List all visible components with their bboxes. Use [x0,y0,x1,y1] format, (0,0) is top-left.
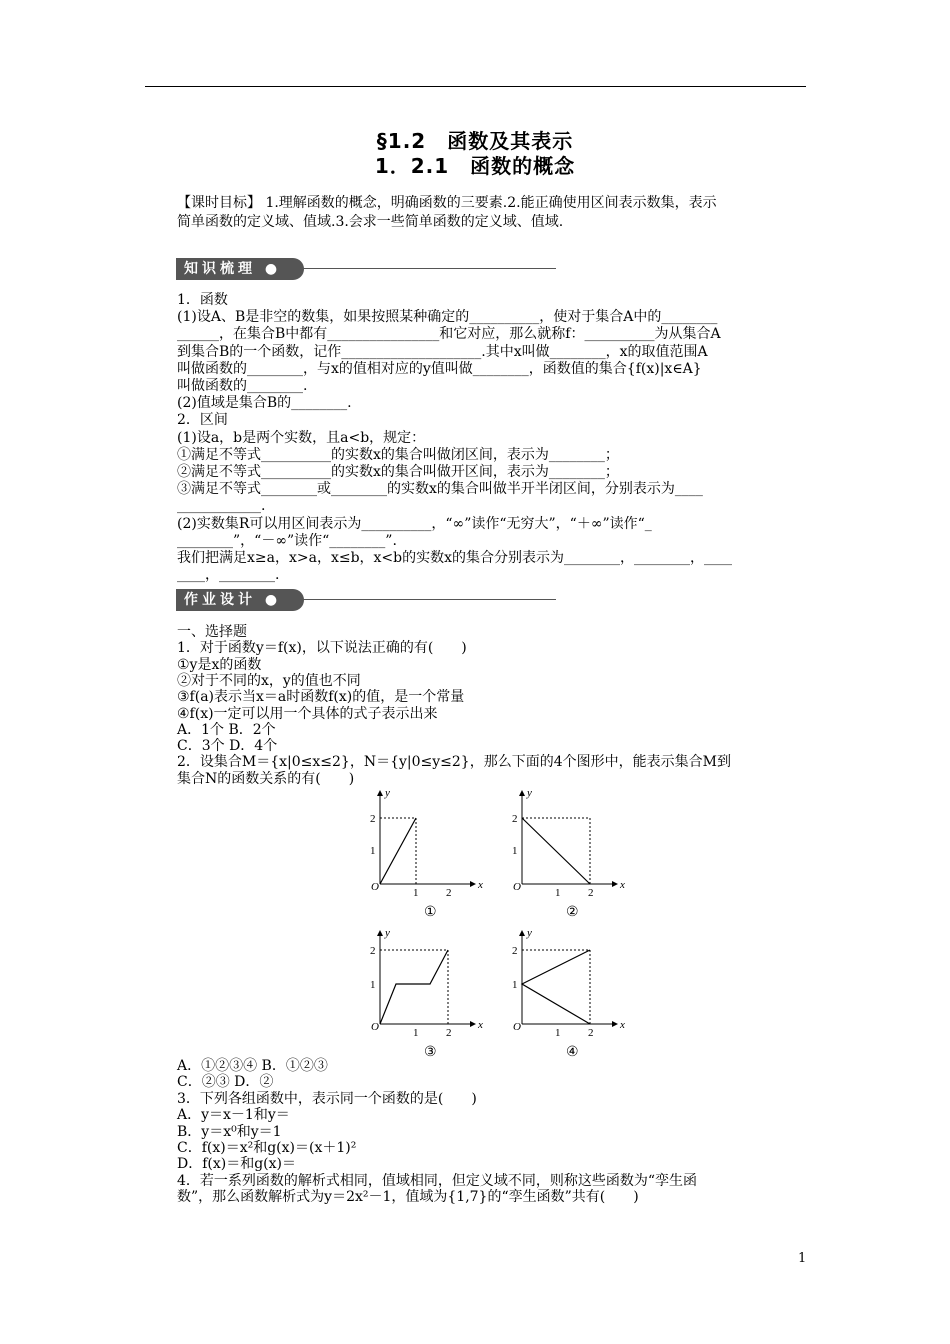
svg-text:2: 2 [588,887,594,899]
section-label: 作业设计 ● [176,589,304,611]
knowledge-line: 叫做函数的________. [177,378,308,394]
tick-y-1: 1 [370,845,376,857]
section-title: §1.2 函数及其表示 [376,129,574,153]
knowledge-line: 我们把满足x≥a，x>a，x≤b，x<b的实数x的集合分别表示为________，________，____ [177,550,733,566]
graph-label: ② [566,905,579,920]
exercise-line: 2．设集合M＝{x|0≤x≤2}，N＝{y|0≤y≤2}，那么下面的4个图形中，能表示集合M到 [177,754,731,771]
question-line: D．f(x)＝和g(x)＝ [177,1156,297,1173]
exercise-line: 集合N的函数关系的有( ) [177,770,355,787]
knowledge-line: ③满足不等式________或________的实数x的集合叫做半开半闭区间，分别表示为____ [177,481,703,498]
svg-text:2: 2 [446,1027,452,1039]
svg-text:y: y [385,927,390,939]
exercise-line: ①y是x的函数 [177,656,262,673]
exercise-line: ②对于不同的x，y的值也不同 [177,672,361,689]
knowledge-line: (1)设a，b是两个实数，且a<b，规定： [177,429,426,446]
svg-text:1: 1 [370,979,376,991]
svg-text:1: 1 [512,845,518,857]
question-line: A．y＝x－1和y＝ [177,1107,290,1124]
axis-y-label: y [385,788,390,799]
question-line: 3．下列各组函数中，表示同一个函数的是( ) [177,1091,477,1107]
svg-text:2: 2 [588,1027,594,1039]
tick-x-2: 2 [446,887,452,899]
page-number: 1 [798,1251,807,1266]
svg-text:y: y [527,788,532,799]
svg-text:O: O [513,1021,521,1033]
exercise-line: ③f(a)表示当x＝a时函数f(x)的值，是一个常量 [177,689,465,706]
svg-text:1: 1 [555,887,561,899]
question-line: 4．若一系列函数的解析式相同，值域相同，但定义域不同，则称这些函数为“孪生函 [177,1173,698,1189]
graph-label: ④ [566,1045,579,1060]
exercise-line: ④f(x)一定可以用一个具体的式子表示出来 [177,705,438,722]
figure-grid [358,788,648,1064]
subsection-title: 1．2.1 函数的概念 [374,154,576,178]
knowledge-line: (2)实数集R可以用区间表示为__________，“∞”读作“无穷大”，“＋∞”读作“_ [177,515,652,532]
svg-text:O: O [371,1021,379,1033]
knowledge-line: ____________. [177,498,266,515]
graph-1 [370,788,483,920]
graph-label: ③ [424,1045,437,1060]
tick-x-1: 1 [413,887,419,899]
function-graphs [358,788,648,1060]
svg-text:x: x [620,1019,625,1031]
knowledge-line: (1)设A、B是非空的数集，如果按照某种确定的__________，使对于集合A中的________ [177,309,718,326]
question-line: 数”，那么函数解析式为y＝2x²－1，值域为{1,7}的“孪生函数”共有( ) [177,1189,639,1206]
option-line: C．②③ D．② [177,1074,274,1091]
svg-text:1: 1 [555,1027,561,1039]
exercise-line: C．3个 D．4个 [177,738,278,755]
question-line: B．y＝x⁰和y＝1 [177,1123,282,1140]
question-line: C．f(x)＝x²和g(x)＝(x＋1)² [177,1139,357,1156]
knowledge-line: ①满足不等式__________的实数x的集合叫做闭区间，表示为________； [177,446,619,463]
svg-text:y: y [527,927,532,939]
section-rule [296,599,556,600]
svg-text:2: 2 [512,813,518,825]
knowledge-line: ______，在集合B中都有________________和它对应，那么就称f：__________为从集合A [177,326,721,343]
knowledge-line: (2)值域是集合B的________. [177,395,352,412]
svg-text:1: 1 [413,1027,419,1039]
knowledge-line: 1．函数 [177,292,228,308]
svg-text:O: O [513,881,521,893]
svg-text:1: 1 [512,979,518,991]
origin-label: O [371,881,379,893]
svg-text:x: x [620,879,625,891]
section-label: 知识梳理 ● [176,258,304,280]
option-line: A．①②③④ B．①②③ [177,1058,328,1074]
exercise-line: 一、选择题 [177,624,247,640]
exercise-line: A．1个 B．2个 [177,721,276,738]
axis-x-label: x [478,879,483,891]
graph-2 [512,788,625,920]
knowledge-line: 到集合B的一个函数，记作____________________.其中x叫做________，x的取值范围A [177,343,708,360]
goal-line-1: 【课时目标】 1.理解函数的概念，明确函数的三要素.2.能正确使用区间表示数集，表示 [177,195,717,211]
graph-label: ① [424,905,437,920]
exercise-line: 1．对于函数y＝f(x)，以下说法正确的有( ) [177,640,467,657]
svg-text:x: x [478,1019,483,1031]
svg-text:2: 2 [512,945,518,957]
graph-4 [512,927,625,1060]
svg-text:2: 2 [370,945,376,957]
knowledge-line: 叫做函数的________，与x的值相对应的y值叫做________，函数值的集合{f(x)|x∈A} [177,360,702,377]
knowledge-line: 2．区间 [177,412,228,429]
knowledge-line: ____，________. [177,567,280,584]
tick-y-2: 2 [370,813,376,825]
knowledge-line: ②满足不等式__________的实数x的集合叫做开区间，表示为________； [177,464,619,480]
graph-3 [370,927,483,1060]
section-rule [296,268,556,269]
goal-line-2: 简单函数的定义域、值域.3.会求一些简单函数的定义域、值域. [177,214,564,230]
header-rule [145,86,806,87]
knowledge-line: ________”，“－∞”读作“________”. [177,532,397,549]
